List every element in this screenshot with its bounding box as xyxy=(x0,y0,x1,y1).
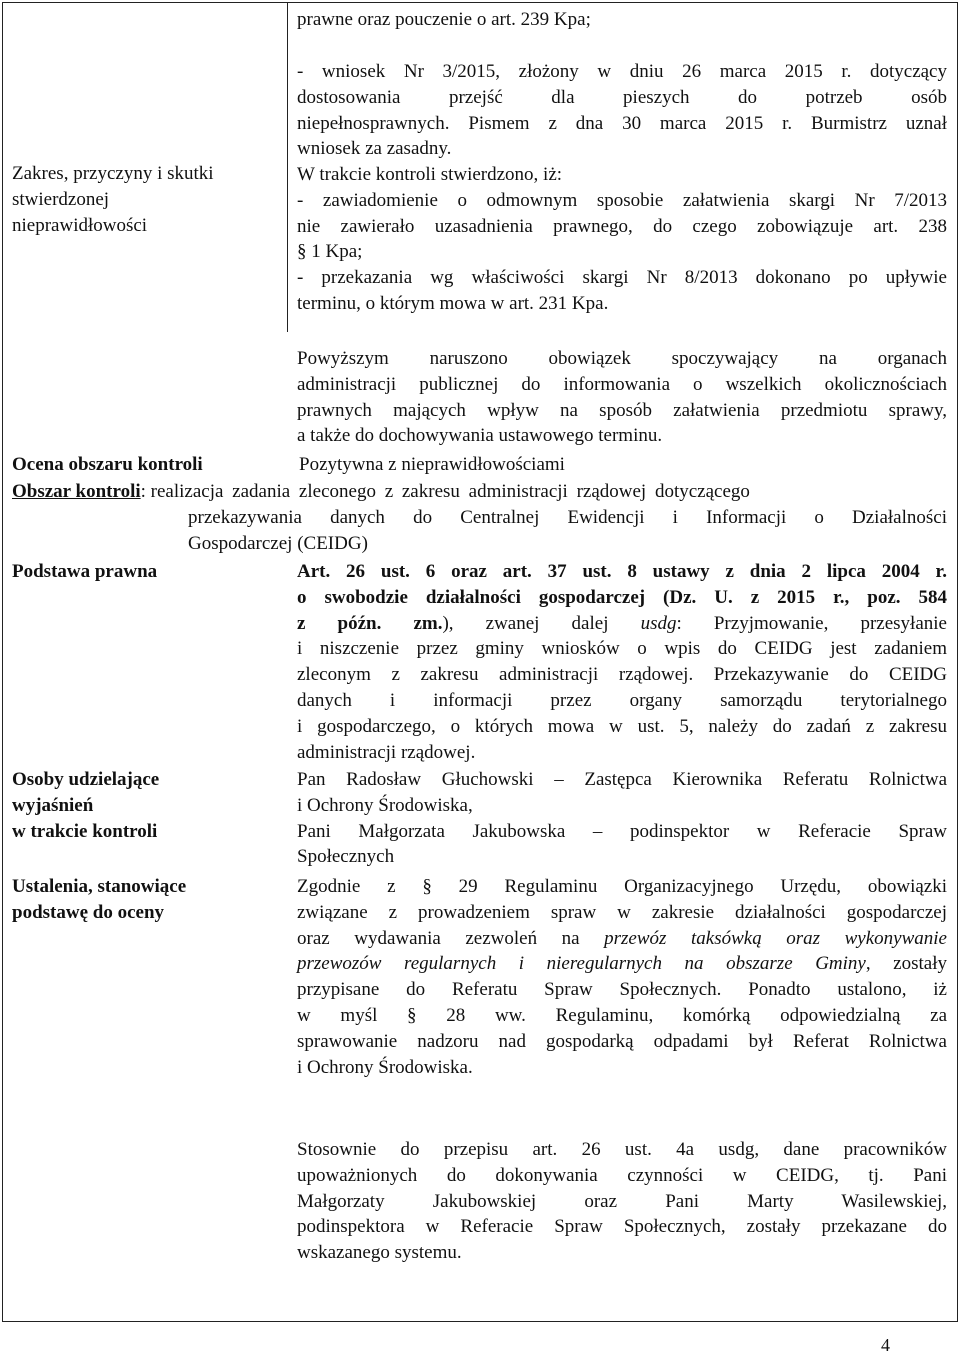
control-area-text: realizacja zadania zleconego z zakresu administracji rządowej dotyczącego xyxy=(150,481,750,502)
paragraph-line: - zawiadomienie o odmownym sposobie załatwienia skargi Nr 7/2013 xyxy=(297,189,947,211)
paragraph-line xyxy=(297,926,947,952)
paragraph-line: przypisane do Referatu Spraw Społecznych. Ponadto ustalono, iż xyxy=(297,979,947,1001)
paragraph-line: W trakcie kontroli stwierdzono, iż: xyxy=(297,164,563,185)
control-area-line1 xyxy=(12,479,947,505)
paragraph-line: § 1 Kpa; xyxy=(297,241,363,263)
label-line: podstawę do oceny xyxy=(12,901,165,923)
paragraph-line: dostosowania przejść dla pieszych do potrzeb osób xyxy=(297,86,947,108)
assessment-value: Pozytywna z nieprawidłowościami xyxy=(299,454,565,475)
paragraph-line: danych i informacji przez organy samorządu terytorialnego xyxy=(297,689,947,711)
scope-label-line: stwierdzonej xyxy=(12,188,110,210)
paragraph-line: a także do dochowywania ustawowego terminu. xyxy=(297,425,663,447)
paragraph-line: Gospodarczej (CEIDG) xyxy=(188,532,368,554)
paragraph-line: Powyższym naruszono obowiązek spoczywający na organach xyxy=(297,348,947,369)
italic-fragment: usdg xyxy=(640,612,677,634)
paragraph-line: Stosownie do przepisu art. 26 ust. 4a usdg, dane pracowników xyxy=(297,1139,947,1160)
top-line: prawne oraz pouczenie o art. 239 Kpa; xyxy=(297,9,591,30)
paragraph-line: administracji publicznej do informowania o wszelkich okolicznościach xyxy=(297,373,947,395)
paragraph-line: związane z prowadzeniem spraw w zakresie działalności gospodarczej xyxy=(297,901,947,923)
paragraph-line: podinspektora w Referacie Spraw Społecznych, zostały przekazane do xyxy=(297,1216,947,1238)
paragraph-line: Zgodnie z § 29 Regulaminu Organizacyjnego Urzędu, obowiązki xyxy=(297,876,947,897)
label-line: w trakcie kontroli xyxy=(12,820,158,842)
paragraph-line: wskazanego systemu. xyxy=(297,1242,462,1264)
control-area-cont xyxy=(188,505,947,557)
label-line: Osoby udzielające xyxy=(12,769,160,790)
text-fragment: ), zwanej dalej xyxy=(442,612,641,634)
paragraph-line: i Ochrony Środowiska. xyxy=(297,1056,473,1078)
paragraph-line xyxy=(297,611,947,637)
persons-text xyxy=(297,767,947,870)
paragraph-line: zleconym z zakresu administracji rządowej. Przekazywanie do CEIDG xyxy=(297,664,947,686)
paragraph-line: i gospodarczego, o których mowa w ust. 5, należy do zadań z zakresu xyxy=(297,715,947,737)
italic-fragment: przewozów regularnych i nieregularnych na obszarze Gminy xyxy=(297,953,866,975)
finding-paragraph xyxy=(297,162,947,317)
paragraph-line: Społecznych xyxy=(297,846,395,868)
findings-paragraph-2 xyxy=(297,1137,947,1266)
paragraph-line: Pan Radosław Głuchowski – Zastępca Kierownika Referatu Rolnictwa xyxy=(297,769,947,790)
paragraph-line: w myśl § 28 ww. Regulaminu, komórką odpowiedzialną za xyxy=(297,1004,947,1026)
paragraph-line: Art. 26 ust. 6 oraz art. 37 ust. 8 ustawy z dnia 2 lipca 2004 r. xyxy=(297,561,947,582)
paragraph-line: i niszczenie przez gminy wniosków o wpis do CEIDG jest zadaniem xyxy=(297,638,947,660)
paragraph-line: Pani Małgorzata Jakubowska – podinspektor w Referacie Spraw xyxy=(297,820,947,842)
page-number: 4 xyxy=(881,1335,890,1355)
scope-label-line: Zakres, przyczyny i skutki xyxy=(12,163,214,184)
legal-basis-label: Podstawa prawna xyxy=(12,561,158,582)
assessment-label: Ocena obszaru kontroli xyxy=(12,454,203,475)
persons-label xyxy=(12,767,282,844)
paragraph-line: wniosek za zasadny. xyxy=(297,138,452,160)
paragraph-line: niepełnosprawnych. Pismem z dna 30 marca 2015 r. Burmistrz uznał xyxy=(297,112,947,134)
label-line: Ustalenia, stanowiące xyxy=(12,876,187,897)
paragraph-line: - wniosek Nr 3/2015, złożony w dniu 26 marca 2015 r. dotyczący xyxy=(297,61,947,82)
paragraph-line: terminu, o którym mowa w art. 231 Kpa. xyxy=(297,292,609,314)
paragraph-line: sprawowanie nadzoru nad gospodarką odpadami był Referat Rolnictwa xyxy=(297,1030,947,1052)
italic-fragment: przewóz taksówką oraz wykonywanie xyxy=(604,927,947,949)
paragraph-line: o swobodzie działalności gospodarczej (Dz. U. z 2015 r., poz. 584 xyxy=(297,586,947,608)
findings-label xyxy=(12,874,282,926)
text-fragment: : Przyjmowanie, przesyłanie xyxy=(676,612,947,634)
paragraph-line: nie zawierało uzasadnienia prawnego, do czego zobowiązuje art. 238 xyxy=(297,215,947,237)
paragraph-line: prawnych mających wpływ na sposób załatwienia przedmiotu sprawy, xyxy=(297,399,947,421)
text-fragment: oraz wydawania zezwoleń na xyxy=(297,927,605,949)
control-area-colon: : xyxy=(140,481,146,502)
wniosek-paragraph xyxy=(297,59,947,162)
paragraph-line xyxy=(297,951,947,977)
bold-fragment: z późn. zm. xyxy=(297,612,443,634)
label-line: wyjaśnień xyxy=(12,794,94,816)
column-divider xyxy=(287,2,288,332)
paragraph-line: przekazywania danych do Centralnej Ewidencji i Informacji o Działalności xyxy=(188,507,947,528)
paragraph-line: - przekazania wg właściwości skargi Nr 8/2013 dokonano po upływie xyxy=(297,267,947,289)
scope-label-line: nieprawidłowości xyxy=(12,214,148,236)
paragraph-line: administracji rządowej. xyxy=(297,741,476,763)
scope-label xyxy=(12,161,282,238)
paragraph-line: Małgorzaty Jakubowskiej oraz Pani Marty Wasilewskiej, xyxy=(297,1190,947,1212)
consequence-paragraph xyxy=(297,346,947,449)
control-area-label: Obszar kontroli xyxy=(12,481,141,502)
text-fragment: , zostały xyxy=(865,953,947,975)
findings-text xyxy=(297,874,947,1080)
paragraph-line: upoważnionych do dokonywania czynności w CEIDG, tj. Pani xyxy=(297,1164,947,1186)
paragraph-line: i Ochrony Środowiska, xyxy=(297,794,473,816)
legal-basis-text xyxy=(297,559,947,765)
